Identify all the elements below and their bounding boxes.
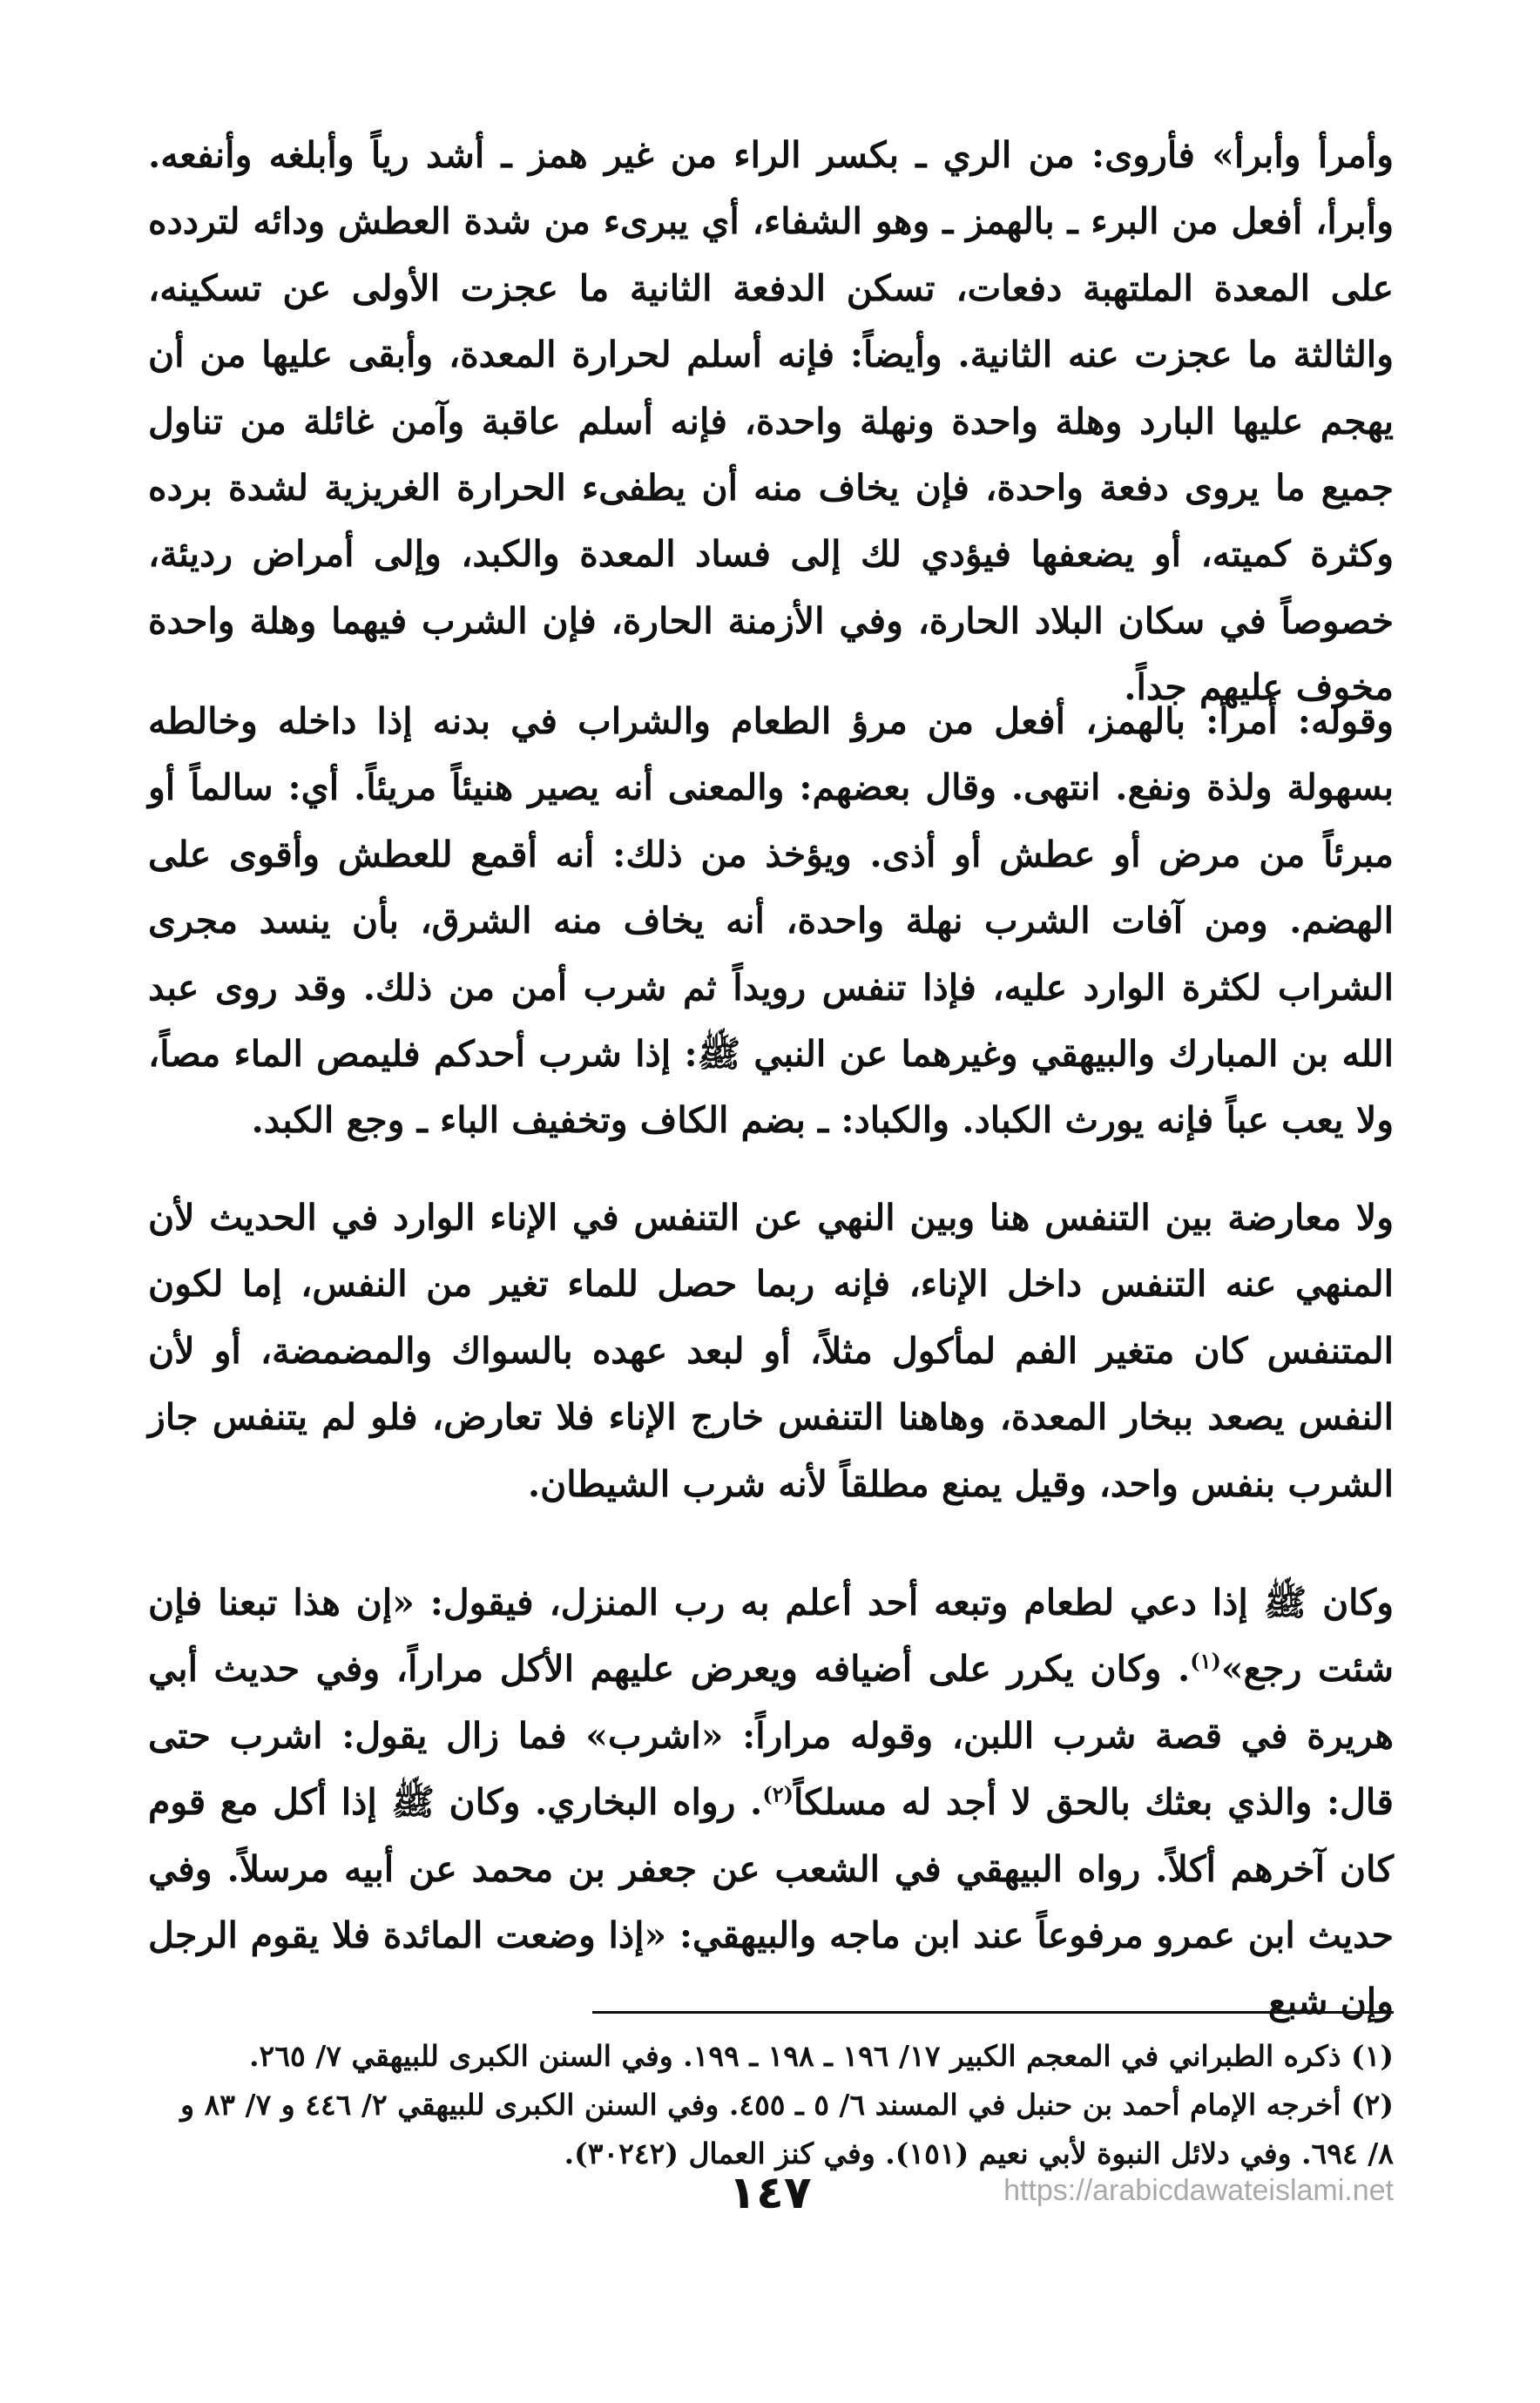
page-number: ١٤٧: [728, 2167, 812, 2219]
paragraph-4-part-3: . رواه البخاري. وكان ﷺ إذا أكل مع قوم كان آخرهم أكلاً. رواه البيهقي في الشعب عن جعفر بن محمد عن أبيه مرسلاً. وفي حديث ابن عمرو مرفوعاً عند ابن ماجه والبيهقي: «إذا وضعت المائدة فلا يقوم الرجل وإن شبع: [148, 1781, 1394, 2023]
footnotes: [148, 2032, 1394, 2178]
footnote-separator: [592, 2011, 1394, 2014]
paragraph-1: وأمرأ وأبرأ» فأروى: من الري ـ بكسر الراء من غير همز ـ أشد رياً وأبلغه وأنفعه. وأبرأ، أفعل من البرء ـ بالهمز ـ وهو الشفاء، أي يبرىء من شدة العطش ودائه لتردده على المعدة الملتهبة دفعات، تسكن الدفعة الثانية ما عجزت الأولى عن تسكينه، والثالثة ما عجزت عنه الثانية. وأيضاً: فإنه أسلم لحرارة المعدة، وأبقى عليها من أن يهجم عليها البارد وهلة واحدة ونهلة واحدة، فإنه أسلم عاقبة وآمن غائلة من تناول جميع ما يروى دفعة واحدة، فإن يخاف منه أن يطفىء الحرارة الغريزية لشدة برده وكثرة كميته، أو يضعفها فيؤدي لك إلى فساد المعدة والكبد، وإلى أمراض رديئة، خصوصاً في سكان البلاد الحارة، وفي الأزمنة الحارة، فإن الشرب فيهما وهلة واحدة مخوف عليهم جداً.: [148, 134, 1394, 709]
paragraph-3: ولا معارضة بين التنفس هنا وبين النهي عن التنفس في الإناء الوارد في الحديث لأن المنهي عنه التنفس داخل الإناء، فإنه ربما حصل للماء تغير من النفس، إما لكون المتنفس كان متغير الفم لمأكول مثلاً، أو لبعد عهده بالسواك والمضمضة، أو لأن النفس يصعد ببخار المعدة، وهاهنا التنفس خارج الإناء فلا تعارض، فلو لم يتنفس جاز الشرب بنفس واحد، وقيل يمنع مطلقاً لأنه شرب الشيطان.: [148, 1197, 1394, 1505]
footnote-1: (١) ذكره الطبراني في المعجم الكبير ١٧/ ١٩٦ ـ ١٩٨ ـ ١٩٩. وفي السنن الكبرى للبيهقي ٧/ ٢٦٥.: [249, 2039, 1394, 2073]
watermark-url: https://arabicdawateislami.net: [1003, 2174, 1394, 2207]
paragraph-4: [148, 1569, 1394, 2035]
footnote-ref-2: (٢): [762, 1781, 794, 1807]
paragraph-4-part-1: وكان ﷺ إذا دعي لطعام وتبعه أحد أعلم به رب المنزل، فيقول: «إن هذا تبعنا فإن شئت رجع»: [148, 1582, 1394, 1691]
footnote-2: (٢) أخرجه الإمام أحمد بن حنبل في المسند ٦/ ٥ ـ ٤٥٥. وفي السنن الكبرى للبيهقي ٢/ ٤٤٦ و ٧/ ٨٣ و ٨/ ٦٩٤. وفي دلائل النبوة لأبي نعيم (١٥١). وفي كنز العمال (٣٠٢٤٢).: [180, 2088, 1394, 2170]
footnote-ref-1: (١): [1190, 1648, 1221, 1674]
paragraph-2: وقوله: أمرأ: بالهمز، أفعل من مرؤ الطعام والشراب في بدنه إذا داخله وخالطه بسهولة ولذة ونفع. انتهى. وقال بعضهم: والمعنى أنه يصير هنيئاً مريئاً. أي: سالماً أو مبرئاً من مرض أو عطش أو أذى. ويؤخذ من ذلك: أنه أقمع للعطش وأقوى على الهضم. ومن آفات الشرب نهلة واحدة، أنه يخاف منه الشرق، بأن ينسد مجرى الشراب لكثرة الوارد عليه، فإذا تنفس رويداً ثم شرب أمن من ذلك. وقد روى عبد الله بن المبارك والبيهقي وغيرهما عن النبي ﷺ: إذا شرب أحدكم فليمص الماء مصاً، ولا يعب عباً فإنه يورث الكباد. والكباد: ـ بضم الكاف وتخفيف الباء ـ وجع الكبد.: [148, 700, 1394, 1142]
paragraph-4-part-2: . وكان يكرر على أضيافه ويعرض عليهم الأكل مراراً، وفي حديث أبي هريرة في قصة شرب اللبن، وقوله مراراً: «اشرب» فما زال يقول: اشرب حتى قال: والذي بعثك بالحق لا أجد له مسلكاً: [148, 1648, 1394, 1824]
